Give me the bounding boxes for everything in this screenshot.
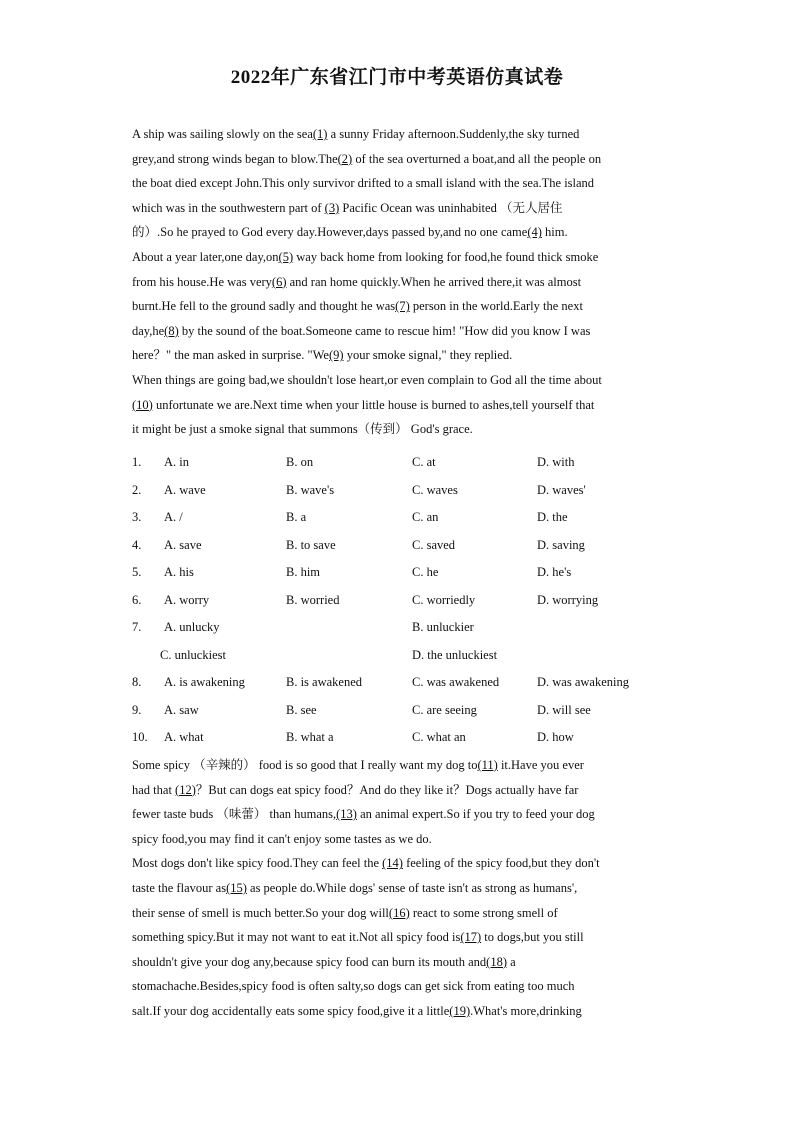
option-a: A. what: [164, 730, 204, 744]
blank-marker: (7): [395, 299, 410, 314]
blank-marker: (19): [449, 1003, 471, 1018]
option-a: A. saw: [164, 702, 199, 717]
blank-marker: (2): [337, 151, 353, 166]
passage-line: spicy food,you may find it can't enjoy some tastes as we do.: [132, 831, 432, 846]
blank-marker: (9): [329, 348, 344, 363]
blank-marker: (4): [527, 225, 542, 240]
question-row: [132, 587, 664, 615]
passage-line: here？" the man asked in surprise. "We(9) your smoke signal," they replied.: [132, 348, 513, 363]
passage-line: taste the flavour as(15) as people do.While dogs' sense of taste isn't as strong as humans',: [132, 880, 578, 895]
option-d: D. was awakening: [537, 675, 629, 689]
question-row: [132, 669, 664, 697]
passage-line: grey,and strong winds began to blow.The(2) of the sea overturned a boat,and all the people on: [132, 151, 602, 166]
blank-marker: (5): [278, 249, 294, 264]
option-a: A. save: [164, 537, 202, 552]
page-title: 2022年广东省江门市中考英语仿真试卷: [230, 67, 564, 88]
option-d: D. with: [537, 455, 575, 469]
passage-line: day,he(8) by the sound of the boat.Someone came to rescue him! "How did you know I was: [132, 323, 591, 338]
blank-marker: (11): [477, 758, 498, 772]
blank-marker: (17): [460, 930, 482, 945]
option-a: A. worry: [164, 592, 210, 607]
passage-line: Some spicy （辛辣的） food is so good that I really want my dog to(11) it.Have you ever: [132, 758, 584, 772]
question-row-continued: [132, 642, 664, 670]
option-c: C. are seeing: [412, 702, 477, 717]
option-d: D. will see: [537, 702, 591, 717]
question-number: 4.: [132, 537, 142, 552]
option-d: D. waves': [537, 482, 586, 497]
option-d: D. saving: [537, 537, 585, 552]
option-c: C. worriedly: [412, 592, 476, 607]
question-number: 5.: [132, 565, 142, 579]
option-d: D. how: [537, 730, 574, 744]
question-row: [132, 477, 664, 505]
blank-marker: (3): [324, 200, 340, 215]
blank-marker: (12): [175, 782, 196, 797]
blank-marker: (16): [388, 905, 410, 920]
passage-line: Most dogs don't like spicy food.They can feel the (14) feeling of the spicy food,but they don't: [132, 856, 600, 871]
question-row: [132, 449, 664, 477]
option-d: D. he's: [537, 565, 572, 579]
question-number: 7.: [132, 620, 142, 634]
question-row: [132, 504, 664, 532]
question-number: 10.: [132, 730, 148, 744]
option-d: D. worrying: [537, 592, 599, 607]
blank-marker: (8): [164, 323, 179, 338]
question-row: [132, 724, 664, 752]
option-b: B. what a: [286, 730, 334, 744]
passage-line: shouldn't give your dog any,because spicy food can burn its mouth and(18) a: [132, 954, 516, 969]
option-c: C. waves: [412, 482, 458, 497]
question-number: 1.: [132, 455, 142, 469]
options-list: [132, 449, 664, 752]
passage-line: had that (12)？But can dogs eat spicy food？And do they like it？Dogs actually have far: [132, 782, 579, 797]
option-a: A. his: [164, 565, 194, 579]
question-row: [132, 697, 664, 725]
passage-1: [132, 122, 664, 442]
option-b: B. unluckier: [412, 620, 474, 634]
blank-marker: (10): [132, 397, 153, 412]
passage-line: A ship was sailing slowly on the sea(1) a sunny Friday afternoon.Suddenly,the sky turned: [132, 127, 580, 141]
question-row: [132, 559, 664, 587]
option-a: A. in: [164, 455, 189, 469]
passage-line: salt.If your dog accidentally eats some spicy food,give it a little(19).What's more,drinking: [132, 1003, 582, 1018]
option-c: C. was awakened: [412, 675, 500, 689]
blank-marker: (1): [312, 127, 328, 141]
option-b: B. wave's: [286, 482, 335, 497]
option-c: C. at: [412, 455, 436, 469]
passage-2: [132, 753, 664, 1024]
option-b: B. a: [286, 510, 307, 524]
passage-line: When things are going bad,we shouldn't lose heart,or even complain to God all the time about: [132, 372, 602, 387]
option-c: C. what an: [412, 730, 466, 744]
question-number: 9.: [132, 702, 142, 717]
question-number: 8.: [132, 675, 142, 689]
passage-line: which was in the southwestern part of (3) Pacific Ocean was uninhabited （无人居住: [132, 200, 563, 215]
passage-line: (10) unfortunate we are.Next time when your little house is burned to ashes,tell yourself that: [132, 397, 595, 412]
option-c: C. an: [412, 510, 439, 524]
passage-line: from his house.He was very(6) and ran home quickly.When he arrived there,it was almost: [132, 274, 582, 289]
passage-line: stomachache.Besides,spicy food is often salty,so dogs can get sick from eating too much: [132, 979, 575, 994]
passage-line: the boat died except John.This only survivor drifted to a small island with the sea.The island: [132, 176, 595, 191]
option-b: B. to save: [286, 537, 336, 552]
question-number: 6.: [132, 592, 142, 607]
option-d: D. the unluckiest: [412, 647, 498, 662]
option-c: C. unluckiest: [160, 647, 226, 662]
option-a: A. is awakening: [164, 675, 245, 689]
question-row: [132, 532, 664, 560]
option-a: A. wave: [164, 482, 206, 497]
blank-marker: (14): [382, 856, 403, 871]
option-b: B. him: [286, 565, 321, 579]
option-b: B. worried: [286, 592, 340, 607]
option-b: B. see: [286, 702, 317, 717]
passage-line: fewer taste buds （味蕾） than humans,(13) an animal expert.So if you try to feed your dog: [132, 807, 595, 822]
blank-marker: (15): [226, 880, 247, 895]
passage-line: 的）.So he prayed to God every day.However,days passed by,and no one came(4) him.: [132, 225, 568, 240]
option-b: B. on: [286, 455, 314, 469]
option-c: C. he: [412, 565, 439, 579]
option-c: C. saved: [412, 537, 456, 552]
question-number: 3.: [132, 510, 142, 524]
passage-line: About a year later,one day,on(5) way back home from looking for food,he found thick smoke: [132, 249, 599, 264]
question-number: 2.: [132, 482, 142, 497]
passage-line: something spicy.But it may not want to eat it.Not all spicy food is(17) to dogs,but you still: [132, 930, 584, 945]
option-a: A. /: [164, 510, 183, 524]
blank-marker: (13): [336, 807, 357, 822]
blank-marker: (6): [271, 274, 287, 289]
passage-line: their sense of smell is much better.So your dog will(16) react to some strong smell of: [132, 905, 558, 920]
option-d: D. the: [537, 510, 568, 524]
option-a: A. unlucky: [164, 620, 220, 634]
blank-marker: (18): [486, 954, 507, 969]
passage-line: it might be just a smoke signal that summons（传到） God's grace.: [132, 422, 473, 437]
question-row: [132, 614, 664, 642]
passage-line: burnt.He fell to the ground sadly and thought he was(7) person in the world.Early the next: [132, 299, 583, 314]
option-b: B. is awakened: [286, 675, 363, 689]
